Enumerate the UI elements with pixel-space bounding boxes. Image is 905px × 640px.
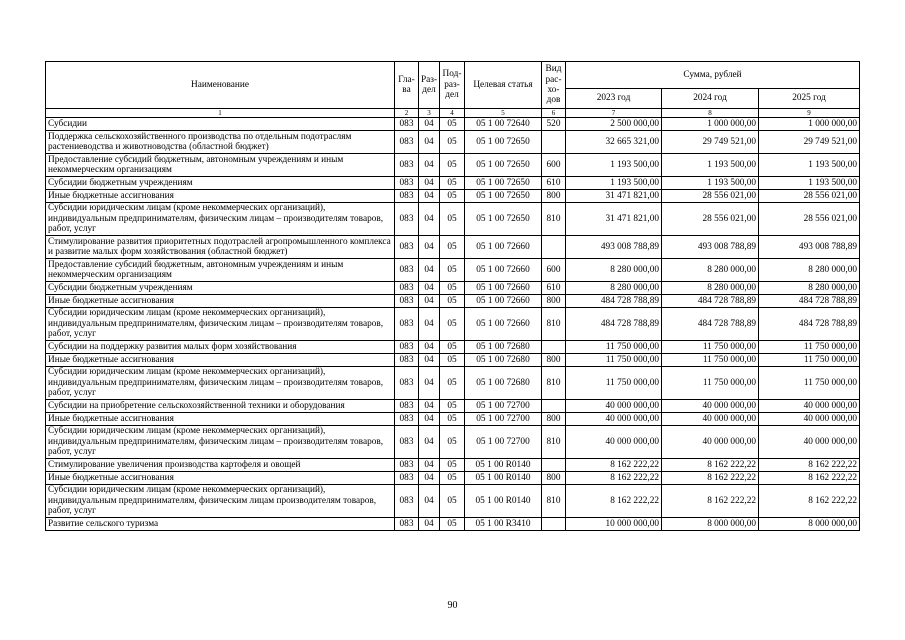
- row-amount-2025: 28 556 021,00: [759, 203, 860, 236]
- row-vid: [542, 400, 566, 413]
- row-glava: 083: [395, 177, 419, 190]
- table-row: [46, 295, 860, 308]
- row-name: Субсидии юридическим лицам (кроме некоммерческих организаций), индивидуальным предпринимателям, физическим лицам производителям товаров, работ, услуг: [46, 485, 395, 518]
- row-podrazdel: 05: [440, 154, 465, 177]
- row-celevaya: 05 1 00 72700: [465, 426, 542, 459]
- row-podrazdel: 05: [440, 518, 465, 531]
- row-razdel: 04: [419, 118, 440, 131]
- row-celevaya: 05 1 00 72700: [465, 413, 542, 426]
- row-podrazdel: 05: [440, 177, 465, 190]
- row-celevaya: 05 1 00 72650: [465, 203, 542, 236]
- row-razdel: 04: [419, 236, 440, 259]
- budget-table: [45, 61, 860, 531]
- row-podrazdel: 05: [440, 131, 465, 154]
- table-row: [46, 190, 860, 203]
- row-amount-2023: 40 000 000,00: [566, 400, 662, 413]
- row-podrazdel: 05: [440, 413, 465, 426]
- row-vid: [542, 236, 566, 259]
- header-year-2023: 2023 год: [566, 89, 662, 109]
- row-amount-2025: 8 162 222,22: [759, 472, 860, 485]
- row-amount-2024: 8 162 222,22: [662, 485, 759, 518]
- row-glava: 083: [395, 518, 419, 531]
- row-name: Развитие сельского туризма: [46, 518, 395, 531]
- row-podrazdel: 05: [440, 236, 465, 259]
- row-amount-2025: 8 000 000,00: [759, 518, 860, 531]
- row-podrazdel: 05: [440, 203, 465, 236]
- row-podrazdel: 05: [440, 485, 465, 518]
- row-vid: [542, 459, 566, 472]
- row-vid: 520: [542, 118, 566, 131]
- row-amount-2024: 8 162 222,22: [662, 459, 759, 472]
- row-razdel: 04: [419, 367, 440, 400]
- row-razdel: 04: [419, 203, 440, 236]
- row-amount-2025: 28 556 021,00: [759, 190, 860, 203]
- row-amount-2025: 1 193 500,00: [759, 177, 860, 190]
- table-row: [46, 282, 860, 295]
- row-podrazdel: 05: [440, 308, 465, 341]
- row-razdel: 04: [419, 485, 440, 518]
- row-celevaya: 05 1 00 72650: [465, 177, 542, 190]
- row-amount-2025: 493 008 788,89: [759, 236, 860, 259]
- table-row: [46, 518, 860, 531]
- row-podrazdel: 05: [440, 295, 465, 308]
- row-glava: 083: [395, 485, 419, 518]
- table-row: [46, 354, 860, 367]
- table-row: [46, 203, 860, 236]
- header-celevaya: Целевая статья: [465, 62, 542, 109]
- row-amount-2023: 10 000 000,00: [566, 518, 662, 531]
- row-razdel: 04: [419, 282, 440, 295]
- row-celevaya: 05 1 00 72680: [465, 341, 542, 354]
- row-glava: 083: [395, 308, 419, 341]
- row-amount-2023: 484 728 788,89: [566, 295, 662, 308]
- row-razdel: 04: [419, 177, 440, 190]
- row-glava: 083: [395, 472, 419, 485]
- row-amount-2023: 32 665 321,00: [566, 131, 662, 154]
- row-vid: 810: [542, 426, 566, 459]
- row-amount-2023: 1 193 500,00: [566, 154, 662, 177]
- row-amount-2023: 1 193 500,00: [566, 177, 662, 190]
- row-amount-2025: 40 000 000,00: [759, 426, 860, 459]
- row-vid: 600: [542, 154, 566, 177]
- row-amount-2024: 28 556 021,00: [662, 190, 759, 203]
- row-razdel: 04: [419, 518, 440, 531]
- table-row: [46, 472, 860, 485]
- row-name: Иные бюджетные ассигнования: [46, 354, 395, 367]
- row-amount-2025: 1 000 000,00: [759, 118, 860, 131]
- table-row: [46, 400, 860, 413]
- row-name: Субсидии бюджетным учреждениям: [46, 177, 395, 190]
- row-amount-2023: 31 471 821,00: [566, 190, 662, 203]
- row-vid: [542, 518, 566, 531]
- row-name: Субсидии: [46, 118, 395, 131]
- row-amount-2023: 8 162 222,22: [566, 459, 662, 472]
- row-amount-2024: 40 000 000,00: [662, 426, 759, 459]
- row-razdel: 04: [419, 413, 440, 426]
- row-vid: 800: [542, 190, 566, 203]
- table-row: [46, 308, 860, 341]
- row-razdel: 04: [419, 472, 440, 485]
- row-amount-2025: 11 750 000,00: [759, 341, 860, 354]
- row-amount-2023: 40 000 000,00: [566, 426, 662, 459]
- table-row: [46, 236, 860, 259]
- row-amount-2023: 31 471 821,00: [566, 203, 662, 236]
- row-amount-2024: 8 280 000,00: [662, 282, 759, 295]
- row-razdel: 04: [419, 354, 440, 367]
- row-celevaya: 05 1 00 R0140: [465, 485, 542, 518]
- row-name: Стимулирование увеличения производства картофеля и овощей: [46, 459, 395, 472]
- row-glava: 083: [395, 426, 419, 459]
- row-amount-2024: 28 556 021,00: [662, 203, 759, 236]
- row-name: Субсидии на приобретение сельскохозяйственной техники и оборудования: [46, 400, 395, 413]
- row-glava: 083: [395, 259, 419, 282]
- row-podrazdel: 05: [440, 282, 465, 295]
- row-amount-2023: 11 750 000,00: [566, 367, 662, 400]
- header-name: Наименование: [46, 62, 395, 109]
- row-glava: 083: [395, 367, 419, 400]
- row-razdel: 04: [419, 400, 440, 413]
- row-amount-2025: 8 162 222,22: [759, 485, 860, 518]
- row-amount-2023: 8 162 222,22: [566, 472, 662, 485]
- row-glava: 083: [395, 295, 419, 308]
- row-amount-2024: 484 728 788,89: [662, 308, 759, 341]
- row-podrazdel: 05: [440, 118, 465, 131]
- row-razdel: 04: [419, 308, 440, 341]
- row-amount-2023: 493 008 788,89: [566, 236, 662, 259]
- row-amount-2024: 11 750 000,00: [662, 354, 759, 367]
- table-row: [46, 341, 860, 354]
- row-amount-2024: 11 750 000,00: [662, 367, 759, 400]
- table-row: [46, 459, 860, 472]
- row-amount-2024: 493 008 788,89: [662, 236, 759, 259]
- row-amount-2025: 8 280 000,00: [759, 282, 860, 295]
- header-year-2024: 2024 год: [662, 89, 759, 109]
- row-razdel: 04: [419, 295, 440, 308]
- row-amount-2023: 8 280 000,00: [566, 282, 662, 295]
- row-amount-2024: 8 000 000,00: [662, 518, 759, 531]
- row-vid: 800: [542, 295, 566, 308]
- row-glava: 083: [395, 413, 419, 426]
- row-celevaya: 05 1 00 72680: [465, 367, 542, 400]
- row-amount-2025: 484 728 788,89: [759, 308, 860, 341]
- row-amount-2024: 1 193 500,00: [662, 177, 759, 190]
- row-name: Предоставление субсидий бюджетным, автономным учреждениям и иным некоммерческим организациям: [46, 259, 395, 282]
- table-row: [46, 118, 860, 131]
- row-podrazdel: 05: [440, 367, 465, 400]
- row-name: Субсидии бюджетным учреждениям: [46, 282, 395, 295]
- row-amount-2024: 1 000 000,00: [662, 118, 759, 131]
- row-celevaya: 05 1 00 R0140: [465, 459, 542, 472]
- row-podrazdel: 05: [440, 341, 465, 354]
- row-celevaya: 05 1 00 72660: [465, 295, 542, 308]
- row-amount-2025: 11 750 000,00: [759, 354, 860, 367]
- column-number: 8: [662, 109, 759, 118]
- column-number: 2: [395, 109, 419, 118]
- row-amount-2025: 8 280 000,00: [759, 259, 860, 282]
- row-name: Субсидии юридическим лицам (кроме некоммерческих организаций), индивидуальным предпринимателям, физическим лицам – производителям товаров, работ, услуг: [46, 367, 395, 400]
- row-glava: 083: [395, 354, 419, 367]
- row-glava: 083: [395, 341, 419, 354]
- row-name: Субсидии на поддержку развития малых форм хозяйствования: [46, 341, 395, 354]
- row-glava: 083: [395, 154, 419, 177]
- row-vid: [542, 131, 566, 154]
- column-number: 7: [566, 109, 662, 118]
- row-celevaya: 05 1 00 72650: [465, 190, 542, 203]
- row-name: Иные бюджетные ассигнования: [46, 295, 395, 308]
- row-amount-2025: 484 728 788,89: [759, 295, 860, 308]
- row-name: Поддержка сельскохозяйственного производства по отдельным подотраслям растениеводства и животноводства (областной бюджет): [46, 131, 395, 154]
- column-number: 9: [759, 109, 860, 118]
- row-razdel: 04: [419, 459, 440, 472]
- row-amount-2024: 484 728 788,89: [662, 295, 759, 308]
- row-vid: 800: [542, 354, 566, 367]
- column-number: 5: [465, 109, 542, 118]
- row-amount-2025: 11 750 000,00: [759, 367, 860, 400]
- row-name: Предоставление субсидий бюджетным, автономным учреждениям и иным некоммерческим организациям: [46, 154, 395, 177]
- row-amount-2024: 11 750 000,00: [662, 341, 759, 354]
- page-number: 90: [447, 600, 458, 611]
- row-razdel: 04: [419, 341, 440, 354]
- row-vid: 810: [542, 203, 566, 236]
- row-amount-2023: 11 750 000,00: [566, 354, 662, 367]
- row-celevaya: 05 1 00 72660: [465, 308, 542, 341]
- table-row: [46, 131, 860, 154]
- row-celevaya: 05 1 00 R0140: [465, 472, 542, 485]
- row-amount-2024: 40 000 000,00: [662, 413, 759, 426]
- row-razdel: 04: [419, 426, 440, 459]
- row-podrazdel: 05: [440, 259, 465, 282]
- row-amount-2023: 2 500 000,00: [566, 118, 662, 131]
- row-amount-2024: 29 749 521,00: [662, 131, 759, 154]
- row-glava: 083: [395, 282, 419, 295]
- row-amount-2023: 8 280 000,00: [566, 259, 662, 282]
- row-amount-2025: 29 749 521,00: [759, 131, 860, 154]
- table-row: [46, 413, 860, 426]
- row-celevaya: 05 1 00 72660: [465, 282, 542, 295]
- row-vid: 800: [542, 413, 566, 426]
- row-celevaya: 05 1 00 72680: [465, 354, 542, 367]
- row-name: Иные бюджетные ассигнования: [46, 190, 395, 203]
- row-glava: 083: [395, 400, 419, 413]
- row-name: Иные бюджетные ассигнования: [46, 472, 395, 485]
- row-vid: 610: [542, 177, 566, 190]
- row-glava: 083: [395, 118, 419, 131]
- table-row: [46, 154, 860, 177]
- row-name: Субсидии юридическим лицам (кроме некоммерческих организаций), индивидуальным предпринимателям, физическим лицам – производителям товаров, работ, услуг: [46, 203, 395, 236]
- column-number: 6: [542, 109, 566, 118]
- row-amount-2023: 8 162 222,22: [566, 485, 662, 518]
- row-amount-2024: 40 000 000,00: [662, 400, 759, 413]
- row-glava: 083: [395, 203, 419, 236]
- row-glava: 083: [395, 236, 419, 259]
- table-body: [46, 118, 860, 531]
- row-razdel: 04: [419, 190, 440, 203]
- row-vid: 600: [542, 259, 566, 282]
- row-vid: 810: [542, 308, 566, 341]
- row-celevaya: 05 1 00 R3410: [465, 518, 542, 531]
- row-name: Иные бюджетные ассигнования: [46, 413, 395, 426]
- row-vid: 810: [542, 485, 566, 518]
- row-amount-2023: 11 750 000,00: [566, 341, 662, 354]
- row-celevaya: 05 1 00 72640: [465, 118, 542, 131]
- header-glava: Гла-ва: [395, 62, 419, 109]
- row-podrazdel: 05: [440, 472, 465, 485]
- row-vid: 800: [542, 472, 566, 485]
- row-celevaya: 05 1 00 72700: [465, 400, 542, 413]
- table-row: [46, 177, 860, 190]
- header-razdel: Раз-дел: [419, 62, 440, 109]
- row-amount-2025: 8 162 222,22: [759, 459, 860, 472]
- row-vid: 810: [542, 367, 566, 400]
- row-razdel: 04: [419, 259, 440, 282]
- row-celevaya: 05 1 00 72650: [465, 131, 542, 154]
- row-podrazdel: 05: [440, 459, 465, 472]
- row-glava: 083: [395, 190, 419, 203]
- row-razdel: 04: [419, 154, 440, 177]
- row-amount-2024: 8 280 000,00: [662, 259, 759, 282]
- row-vid: [542, 341, 566, 354]
- row-podrazdel: 05: [440, 354, 465, 367]
- row-amount-2025: 40 000 000,00: [759, 413, 860, 426]
- row-podrazdel: 05: [440, 190, 465, 203]
- column-number: 1: [46, 109, 395, 118]
- header-year-2025: 2025 год: [759, 89, 860, 109]
- row-glava: 083: [395, 131, 419, 154]
- column-number: 3: [419, 109, 440, 118]
- row-glava: 083: [395, 459, 419, 472]
- row-celevaya: 05 1 00 72650: [465, 154, 542, 177]
- row-name: Стимулирование развития приоритетных подотраслей агропромышленного комплекса и развитие малых форм хозяйствования (областной бюджет): [46, 236, 395, 259]
- row-name: Субсидии юридическим лицам (кроме некоммерческих организаций), индивидуальным предпринимателям, физическим лицам – производителям товаров, работ, услуг: [46, 426, 395, 459]
- column-number: 4: [440, 109, 465, 118]
- row-name: Субсидии юридическим лицам (кроме некоммерческих организаций), индивидуальным предпринимателям, физическим лицам – производителям товаров, работ, услуг: [46, 308, 395, 341]
- table-row: [46, 259, 860, 282]
- header-podrazdel: Под-раз-дел: [440, 62, 465, 109]
- row-razdel: 04: [419, 131, 440, 154]
- row-amount-2024: 8 162 222,22: [662, 472, 759, 485]
- table-row: [46, 426, 860, 459]
- row-amount-2023: 40 000 000,00: [566, 413, 662, 426]
- table-row: [46, 367, 860, 400]
- header-summa: Сумма, рублей: [566, 62, 860, 89]
- header-vid: Вид рас-хо-дов: [542, 62, 566, 109]
- row-celevaya: 05 1 00 72660: [465, 236, 542, 259]
- row-amount-2025: 1 193 500,00: [759, 154, 860, 177]
- row-amount-2023: 484 728 788,89: [566, 308, 662, 341]
- row-vid: 610: [542, 282, 566, 295]
- row-amount-2025: 40 000 000,00: [759, 400, 860, 413]
- row-celevaya: 05 1 00 72660: [465, 259, 542, 282]
- row-podrazdel: 05: [440, 400, 465, 413]
- row-amount-2024: 1 193 500,00: [662, 154, 759, 177]
- row-podrazdel: 05: [440, 426, 465, 459]
- table-row: [46, 485, 860, 518]
